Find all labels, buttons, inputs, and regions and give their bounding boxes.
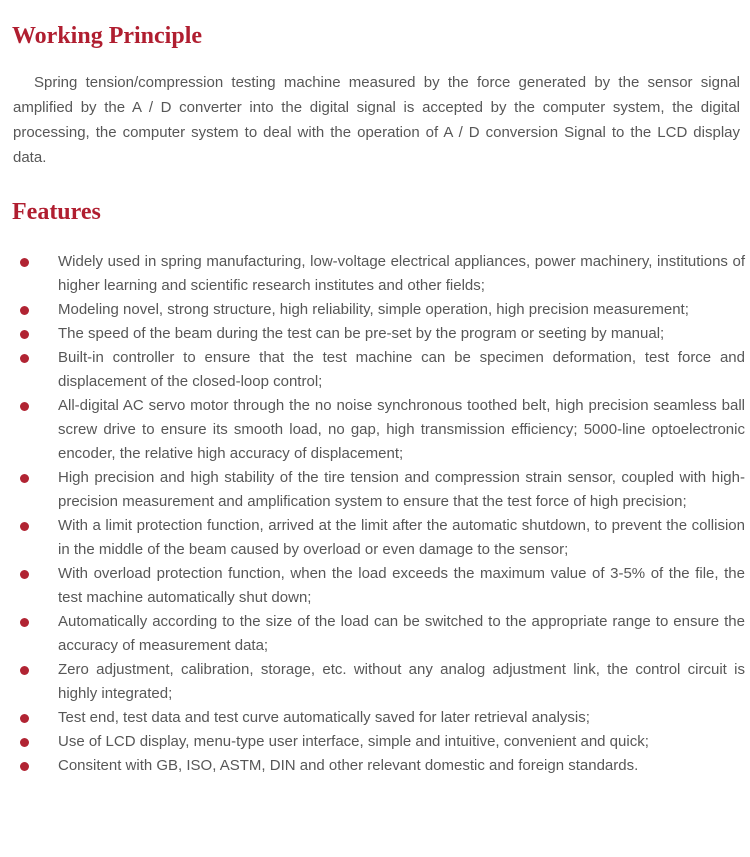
feature-item (58, 658, 745, 706)
bullet-dot-icon (20, 522, 29, 531)
feature-item (58, 394, 745, 466)
feature-item (58, 466, 745, 514)
feature-item (58, 322, 745, 346)
bullet-dot-icon (20, 666, 29, 675)
bullet-dot-icon (20, 714, 29, 723)
feature-item-text: Built-in controller to ensure that the test machine can be specimen deformation, test force and displacement of the closed-loop control; (58, 349, 745, 390)
feature-item (58, 706, 745, 730)
bullet-dot-icon (20, 762, 29, 771)
bullet-dot-icon (20, 354, 29, 363)
feature-item-text: High precision and high stability of the tire tension and compression strain sensor, coupled with high-precision measurement and amplification system to ensure that the test force of high precision; (58, 469, 745, 510)
feature-item-text: Zero adjustment, calibration, storage, etc. without any analog adjustment link, the control circuit is highly integrated; (58, 661, 745, 702)
working-principle-heading: Working Principle (12, 23, 203, 49)
feature-item-text: Automatically according to the size of the load can be switched to the appropriate range to ensure the accuracy of measurement data; (58, 613, 745, 654)
feature-item-text: Test end, test data and test curve automatically saved for later retrieval analysis; (58, 709, 590, 726)
features-list (0, 250, 745, 778)
bullet-dot-icon (20, 570, 29, 579)
feature-item-text: Consitent with GB, ISO, ASTM, DIN and other relevant domestic and foreign standards. (58, 757, 639, 774)
bullet-dot-icon (20, 402, 29, 411)
bullet-dot-icon (20, 258, 29, 267)
feature-item-text: Widely used in spring manufacturing, low-voltage electrical appliances, power machinery, institutions of higher learning and scientific research institutes and other fields; (58, 253, 745, 294)
feature-item (58, 298, 745, 322)
feature-item (58, 610, 745, 658)
feature-item (58, 754, 745, 778)
feature-item-text: All-digital AC servo motor through the no noise synchronous toothed belt, high precision seamless ball screw drive to ensure its smooth load, no gap, high transmission efficiency; 5000-line optoelectronic encoder, the relative high accuracy of displacement; (58, 397, 745, 462)
feature-item-text: With overload protection function, when the load exceeds the maximum value of 3-5% of the file, the test machine automatically shut down; (58, 565, 745, 606)
feature-item (58, 514, 745, 562)
feature-item-text: Modeling novel, strong structure, high reliability, simple operation, high precision measurement; (58, 301, 689, 318)
feature-item-text: The speed of the beam during the test can be pre-set by the program or seeting by manual; (58, 325, 665, 342)
feature-item (58, 562, 745, 610)
feature-item (58, 346, 745, 394)
feature-item-text: With a limit protection function, arrived at the limit after the automatic shutdown, to prevent the collision in the middle of the beam caused by overload or even damage to the sensor; (58, 517, 745, 558)
feature-item-text: Use of LCD display, menu-type user interface, simple and intuitive, convenient and quick; (58, 733, 649, 750)
bullet-dot-icon (20, 474, 29, 483)
bullet-dot-icon (20, 306, 29, 315)
feature-item (58, 250, 745, 298)
bullet-dot-icon (20, 618, 29, 627)
features-heading: Features (12, 199, 101, 225)
working-principle-paragraph: Spring tension/compression testing machine measured by the force generated by the sensor signal amplified by the A / D converter into the digital signal is accepted by the computer system, the digital processing, the computer system to deal with the operation of A / D conversion Signal to the LCD display data. (13, 74, 740, 166)
bullet-dot-icon (20, 738, 29, 747)
feature-item (58, 730, 745, 754)
bullet-dot-icon (20, 330, 29, 339)
